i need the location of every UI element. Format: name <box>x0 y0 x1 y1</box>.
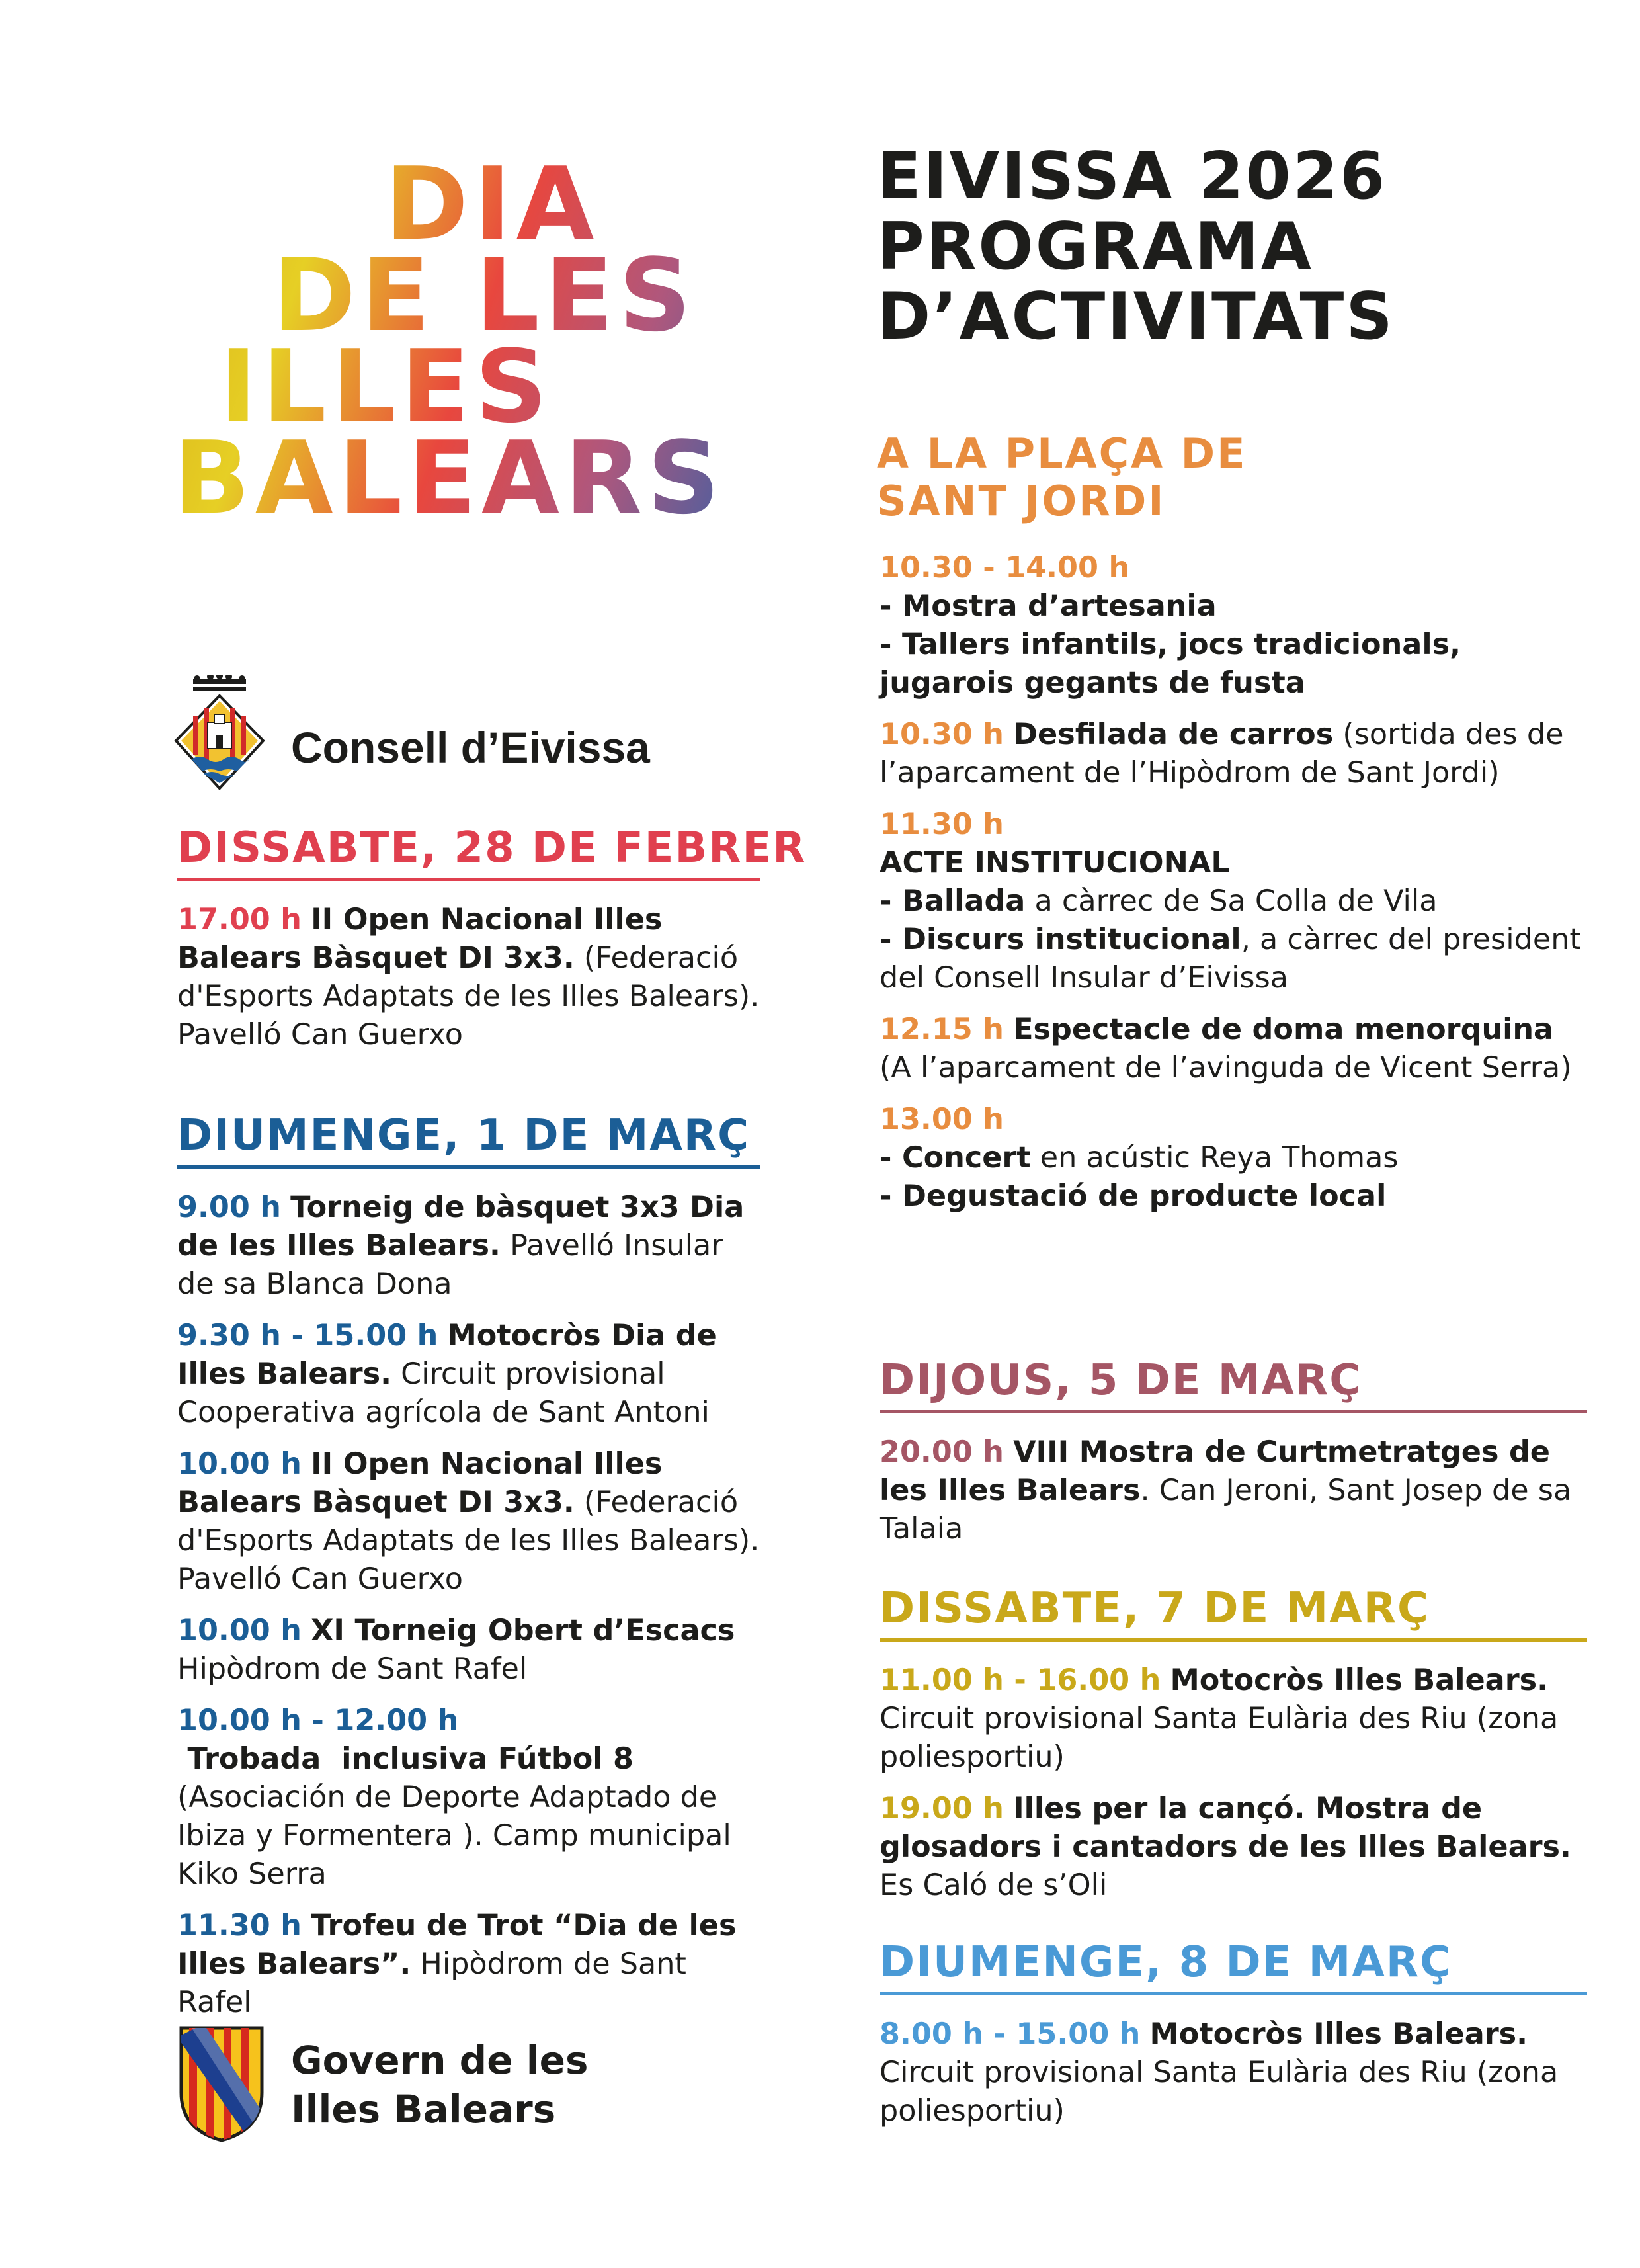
program-title-line-2: PROGRAMA <box>877 209 1313 284</box>
placa-sant-jordi-events <box>880 549 1587 1229</box>
logo-line-2: DE LES <box>272 237 697 354</box>
consell-name: Consell d’Eivissa <box>291 723 650 772</box>
event-subitem <box>880 882 1587 921</box>
day-heading: DIUMENGE, 8 DE MARÇ <box>880 1938 1587 1995</box>
event-title: Trofeu de Trot “Dia de les Illes Balears”. <box>177 1909 737 1981</box>
event-title: Illes per la cançó. Mostra de glosadors i cantadors de les Illes Balears. <box>880 1792 1571 1864</box>
event-item <box>177 1445 760 1599</box>
event-item <box>880 1011 1587 1087</box>
program-title-line-3: D’ACTIVITATS <box>877 279 1395 355</box>
event-subitem-bold: - Ballada <box>880 884 1026 918</box>
event-desc: Circuit provisional Cooperativa agrícola de Sant Antoni <box>177 1357 710 1429</box>
event-subitem-bold: - Degustació de producte local <box>880 1179 1387 1213</box>
event-item <box>880 549 1587 702</box>
event-title: Trobada inclusiva Fútbol 8 <box>177 1742 634 1776</box>
event-subitem-text: a càrrec de Sa Colla de Vila <box>1025 884 1438 918</box>
event-time: 20.00 h <box>880 1435 1004 1469</box>
govern-name <box>291 2036 588 2134</box>
event-item <box>177 1907 760 2022</box>
event-time: 11.30 h <box>177 1909 302 1943</box>
event-item <box>177 1317 760 1432</box>
event-title: Torneig de bàsquet 3x3 Dia de les Illes Balears. <box>177 1191 745 1263</box>
event-title: Motocròs Illes Balears. <box>1170 1663 1549 1697</box>
event-time: 10.00 h <box>177 1447 302 1481</box>
event-desc: (sortida des de l’aparcament de l’Hipòdrom de Sant Jordi) <box>880 718 1564 790</box>
location-heading <box>877 430 1604 525</box>
event-time: 19.00 h <box>880 1792 1004 1826</box>
event-title: - Tallers infantils, jocs tradicionals, jugarois gegants de fusta <box>880 628 1461 700</box>
day-diumenge-8-marc <box>880 1938 1587 2144</box>
event-title: ACTE INSTITUCIONAL <box>880 846 1230 880</box>
event-item <box>880 1433 1587 1548</box>
day-heading: DIJOUS, 5 DE MARÇ <box>880 1356 1587 1413</box>
event-time: 17.00 h <box>177 903 302 937</box>
event-time: 13.00 h <box>880 1103 1004 1136</box>
day-dijous-5-marc <box>880 1356 1587 1562</box>
event-desc: Hipòdrom de Sant Rafel <box>177 1652 528 1686</box>
day-dissabte-28-febrer <box>177 823 807 1068</box>
event-time: 10.00 h - 12.00 h <box>177 1704 459 1738</box>
event-desc: Circuit provisional Santa Eulària des Riu (zona poliesportiu) <box>880 1702 1559 1774</box>
event-desc: (Asociación de Deporte Adaptado de Ibiza y Formentera ). Camp municipal Kiko Serra <box>177 1781 731 1891</box>
event-item <box>880 716 1587 792</box>
event-title: VIII Mostra de Curtmetratges de les Illes Balears <box>880 1435 1550 1507</box>
event-time: 10.00 h <box>177 1614 302 1648</box>
event-subitem <box>880 1139 1587 1177</box>
event-time: 12.15 h <box>880 1013 1004 1046</box>
day-heading: DIUMENGE, 1 DE MARÇ <box>177 1111 760 1169</box>
event-title: - Mostra d’artesania <box>880 589 1217 623</box>
location-heading-line-2: SANT JORDI <box>877 477 1166 525</box>
location-heading-line-1: A LA PLAÇA DE <box>877 429 1247 478</box>
event-subitem-text: , a càrrec del president del Consell Insular d’Eivissa <box>880 923 1581 995</box>
event-desc: Es Caló de s’Oli <box>880 1869 1108 1902</box>
program-title-line-1: EIVISSA 2026 <box>877 139 1387 214</box>
event-desc: Hipòdrom de Sant Rafel <box>177 1947 686 2019</box>
govern-name-line-1: Govern de les <box>291 2038 589 2083</box>
event-subitem-text: en acústic Reya Thomas <box>1030 1141 1399 1175</box>
day-heading: DISSABTE, 7 DE MARÇ <box>880 1584 1587 1642</box>
event-time: 10.30 - 14.00 h <box>880 551 1130 585</box>
event-title: Motocròs Dia de Illes Balears. <box>177 1319 717 1391</box>
event-item <box>177 1189 760 1304</box>
day-heading: DISSABTE, 28 DE FEBRER <box>177 823 760 881</box>
event-subitem-bold: - Discurs institucional <box>880 923 1241 956</box>
event-item <box>880 1661 1587 1777</box>
event-desc: (Federació d'Esports Adaptats de les Illes Balears). Pavelló Can Guerxo <box>177 941 760 1052</box>
event-desc: Pavelló Insular de sa Blanca Dona <box>177 1229 723 1301</box>
event-time: 11.00 h - 16.00 h <box>880 1663 1161 1697</box>
event-desc: (Federació d'Esports Adaptats de les Illes Balears). Pavelló Can Guerxo <box>177 1486 760 1596</box>
event-time: 10.30 h <box>880 718 1004 751</box>
event-item <box>880 2015 1587 2130</box>
event-title: II Open Nacional Illes Balears Bàsquet DI 3x3. <box>177 1447 663 1519</box>
govern-shield-icon <box>177 2024 266 2143</box>
event-time: 9.30 h - 15.00 h <box>177 1319 438 1353</box>
event-desc: . Can Jeroni, Sant Josep de sa Talaia <box>880 1474 1572 1546</box>
event-subitem-bold: - Concert <box>880 1141 1031 1175</box>
consell-coat-of-arms-icon <box>173 675 266 794</box>
day-dissabte-7-marc <box>880 1584 1587 1918</box>
event-item <box>177 1612 760 1689</box>
consell-eivissa-brand <box>173 675 768 794</box>
event-item <box>880 1101 1587 1216</box>
event-desc: (A l’aparcament de l’avinguda de Vicent Serra) <box>880 1051 1572 1085</box>
govern-illes-balears-brand <box>177 2024 706 2156</box>
logo-line-3: ILLES <box>220 328 553 445</box>
event-logo-title <box>173 146 808 536</box>
event-item <box>880 806 1587 997</box>
event-title: XI Torneig Obert d’Escacs <box>311 1614 735 1648</box>
event-time: 9.00 h <box>177 1191 281 1224</box>
day-diumenge-1-marc <box>177 1111 760 2035</box>
event-item <box>880 1790 1587 1905</box>
event-desc: Circuit provisional Santa Eulària des Riu (zona poliesportiu) <box>880 2056 1559 2128</box>
event-time: 8.00 h - 15.00 h <box>880 2017 1141 2051</box>
event-title: Desfilada de carros <box>1013 718 1334 751</box>
event-title: II Open Nacional Illes Balears Bàsquet DI 3x3. <box>177 903 663 975</box>
event-item <box>177 1702 760 1894</box>
event-title: Motocròs Illes Balears. <box>1149 2017 1528 2051</box>
event-title: Espectacle de doma menorquina <box>1013 1013 1554 1046</box>
govern-name-line-2: Illes Balears <box>291 2087 556 2132</box>
event-subitem <box>880 921 1587 997</box>
logo-line-4: BALEARS <box>173 419 725 536</box>
event-item <box>177 901 760 1054</box>
program-title <box>877 139 1604 355</box>
event-time: 11.30 h <box>880 808 1004 841</box>
logo-line-1: DIA <box>385 146 600 263</box>
